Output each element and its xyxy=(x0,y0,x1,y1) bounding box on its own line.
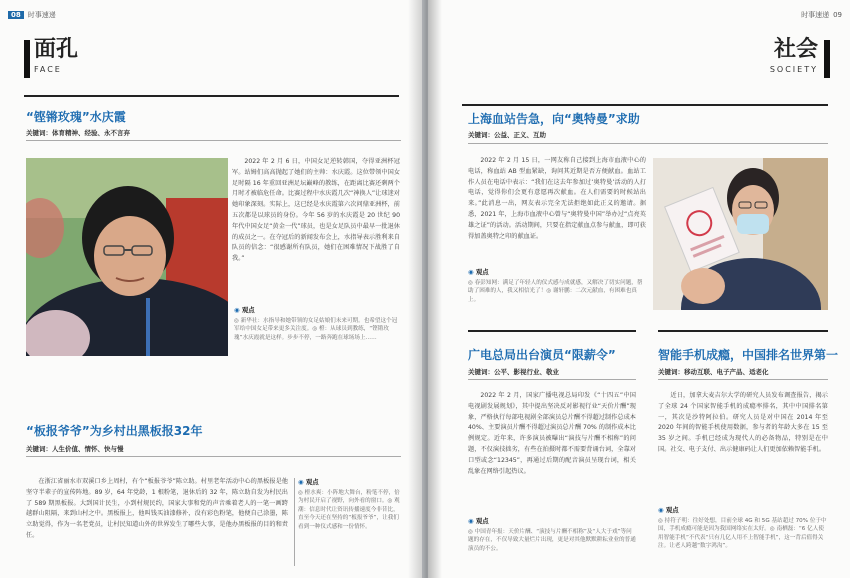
right-page-number: 09 xyxy=(833,11,842,19)
comment-box xyxy=(234,306,400,358)
comment-box xyxy=(468,268,648,314)
book-gutter-shadow xyxy=(408,0,442,578)
right-section-bar xyxy=(824,40,830,78)
article-title: 智能手机成瘾，中国排名世界第一 xyxy=(658,348,839,362)
right-column-name: 时事速递 xyxy=(801,11,830,19)
keyword-underline xyxy=(26,140,401,141)
article-body: 近日，加拿大麦吉尔大学的研究人员发布调查报告，揭示了全球 24 个国家智能手机的成瘾率排名，其中中国排名第一，其次是沙特阿拉伯。研究人员是对中国在 2014 年至 2020 年间的智能手机使用数据，参与者的年龄大多在 15 至 35 岁之间。手机已经成为现代人的必备物品，特别是在中国。社交、电子支付、出示健康码让人们更加依赖智能手机。 xyxy=(658,392,828,453)
viewpoint-icon: ◉ xyxy=(468,268,474,276)
comment-heading xyxy=(658,506,828,515)
article-title: 上海血站告急，向“奥特曼”求助 xyxy=(468,112,640,126)
blood-donation-photo-image xyxy=(653,158,828,310)
comment-text: ◎ 持符子明：往好处想，目前全球 4G 和 5G 基站超过 70% 位于中国，手机成瘾可能是因为我国网络实在太好。◎ 南栖磊：“6 亿人使用智能手机”不代表“只有几亿人用不上智能手机”，这一背后值得关注。让老人跨越“数字鸿沟”。 xyxy=(658,517,827,550)
right-running-header xyxy=(801,10,842,20)
section-title-cn: 面孔 xyxy=(34,37,79,62)
keyword-underline xyxy=(26,456,401,457)
left-page-number: 08 xyxy=(8,11,24,19)
keyword-underline xyxy=(468,379,636,380)
section-title-cn: 社会 xyxy=(773,37,818,62)
comment-box xyxy=(658,506,828,572)
article-title: “铿锵玫瑰”水庆霞 xyxy=(26,110,126,124)
comment-heading-label: 观点 xyxy=(475,517,489,525)
viewpoint-icon: ◉ xyxy=(298,478,304,486)
section-rule xyxy=(24,95,399,97)
coach-photo-image xyxy=(26,158,228,356)
comment-box xyxy=(468,517,636,573)
comment-heading xyxy=(468,517,636,526)
comment-box xyxy=(298,478,402,570)
left-running-header xyxy=(8,10,56,20)
comment-heading-label: 观点 xyxy=(475,268,489,276)
viewpoint-icon: ◉ xyxy=(468,517,474,525)
section-rule xyxy=(462,104,828,106)
article-body: 2022 年 2 月 6 日，中国女足逆转韩国，夺得亚洲杯冠军。站姆们高高抛起了她们的主帅：水庆霞。这位带领中国女足时隔 16 年重回亚洲足坛巅峰的教练，在距离比赛还剩两个月时才被临危任命。比赛过程中水庆霞几次“神换人”让球迷对她印象深刻。实际上，这已经是水庆霞第六次问鼎亚洲杯，前五次都是以球员的身份。今年 56 岁的水庆霞是 20 世纪 90 年代中国女足“黄金一代”球员，也是女足队员中最早一批退休的成员之一。在夺冠后的新闻发布会上，水指导表示胜利来自队员的信念：“很感谢所有队员，她们在困难情况下战胜了自我。” xyxy=(232,158,400,263)
right-page xyxy=(428,0,850,578)
blood-donation-photo xyxy=(653,158,828,310)
keyword-underline xyxy=(468,143,828,144)
article-title: “板报爷爷”为乡村出黑板报32年 xyxy=(26,424,203,438)
comment-text: ◎ 新华社：水指导和她带领的女足姑娘们未来可期。也希望这个冠军给中国女足带来更多关注度。◎ 橙：从球员到教练，“铿锵玫瑰”水庆霞就是这样。步步不停，一路奔跑在球场场上…… xyxy=(234,317,398,341)
comment-heading-label: 观点 xyxy=(305,478,319,486)
comment-heading xyxy=(298,478,402,487)
right-section-heading xyxy=(770,38,818,74)
left-section-bar xyxy=(24,40,30,78)
article-keywords: 关键词：公益、正义、互助 xyxy=(468,131,546,139)
article-keywords: 关键词：体育精神、经验、永不言弃 xyxy=(26,129,130,137)
comment-text: ◎ 橙水爽：小阵地大舞台，粉笔不停，倍为村民开启了视野，向外看的窗口。◎ 观潮：信息时代让资讯传播速度今非昔比，直至今天还在坚持的“板报爷爷”，让我们看到一种仪式感和一份情怀。 xyxy=(298,489,400,530)
comment-heading xyxy=(468,268,648,277)
article-body: 2022 年 2 月，国家广播电视总局印发《“十四五”中国电视剧发展规划》，其中提出坚决反对影视行业“天价片酬”现象，严格执行每部电视剧全部演员总片酬不得超过制作总成本 40%、主要演员片酬不得超过演员总片酬 70% 的制作成本比例规定。近年来，许多演员被曝出“演技与片酬不相称”的问题，不仅演技拙劣，有些在拍摄时都不需要背诵台词，全靠对口型或念“12345”，再通过后期的配音演员呈现台词，相关乱象在网络引起热议。 xyxy=(468,392,636,475)
section-title-en: SOCIETY xyxy=(769,65,818,74)
comment-heading xyxy=(234,306,400,315)
keyword-underline xyxy=(658,379,828,380)
article-keywords: 关键词：移动互联、电子产品、适老化 xyxy=(658,368,769,376)
section-title-en: FACE xyxy=(34,65,62,74)
comment-text: ◎ 中国青年报：天价片酬、“演技与片酬不相称”及“人大于戏”等问题的存在，不仅导致大量烂片出现，更是对其他默默耕耘业业的普通演员的不公。 xyxy=(468,528,636,552)
viewpoint-icon: ◉ xyxy=(234,306,240,314)
comment-heading-label: 观点 xyxy=(241,306,255,314)
left-page xyxy=(0,0,422,578)
viewpoint-icon: ◉ xyxy=(658,506,664,514)
article-body: 2022 年 2 月 15 日，一网友称自己接到上海市血液中心的电话，称血站 AB 型血紧缺，询问其近期是否方便献血。血站工作人员在电话中表示：“我们在这去年参加过‘奥特曼’活动的人打电话，觉得你们会更有意愿再次献血。在人们需要的时候站出来。”此消息一出，网友表示完全无法拒绝如此正义的邀请。据悉，2021 年，上海市血液中心曾与“奥特曼中国”举办过“点亮英雄之证”的活动。活动期间，只要在指定献血点参与献血，即可获得加盖奥特之印的献血证。 xyxy=(468,157,646,240)
comment-text: ◎ 春彭知网：满足了年轻人的仪式感与成就感，又解决了切实问题，帮助了困难的人，我又相信光了！◎ 谢轩鹏：二次元献血，有困难也真上。 xyxy=(468,279,643,303)
article-title: 广电总局出台演员“限薪令” xyxy=(468,348,616,362)
article-body: 在浙江省丽水市双溪口乡上周村，有个“板报爷爷”陈立助。村里老年活动中心的黑板报是他坚守半辈子的宣传阵地。89 岁，64 年党龄，1 根粉笔，退休后的 32 年，陈立助自发为村民出了 589 期黑板报。大到国计民生，小到村规民约，国家大事和党的声音乘着老人的一笔一画跨越群山阻隔，来到山村之中。黑板报上，他叫钱买油漆修补，没有彩色粉笔，他便自己涂墨，陈立助觉得，作为一名老党员，让村民知道山外的世界发生了哪些大事，是他办黑板报的目的和责任。 xyxy=(26,478,288,539)
coach-photo xyxy=(26,158,228,356)
left-section-heading xyxy=(34,38,78,74)
article-rule xyxy=(658,330,828,332)
column-divider xyxy=(294,478,295,566)
left-column-name: 时事速递 xyxy=(27,11,56,19)
comment-heading-label: 观点 xyxy=(665,506,679,514)
article-keywords: 关键词：人生价值、情怀、快与慢 xyxy=(26,445,124,453)
article-keywords: 关键词：公平、影视行业、敬业 xyxy=(468,368,559,376)
article-rule xyxy=(468,330,636,332)
